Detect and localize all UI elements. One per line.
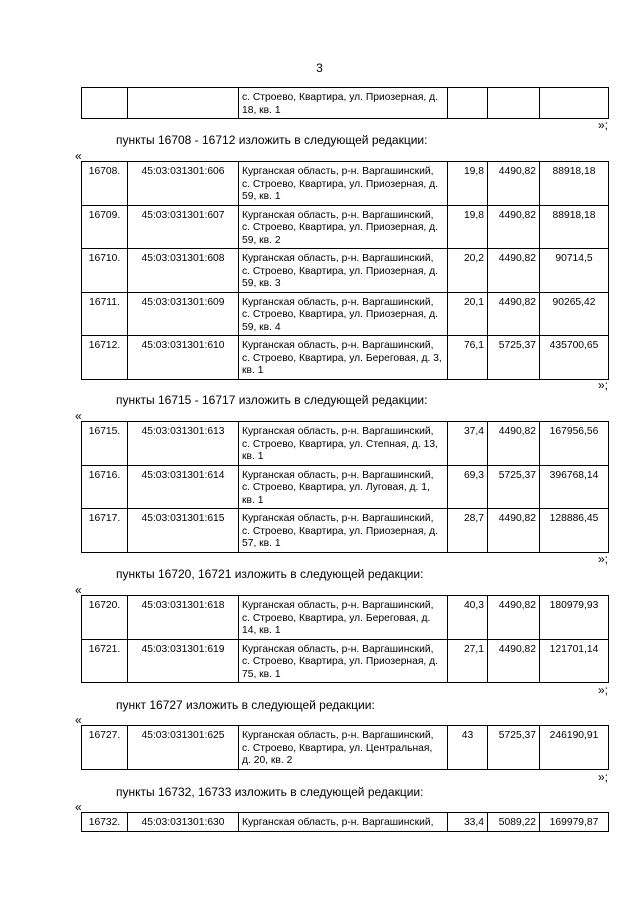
cell-area: 28,7 bbox=[448, 509, 488, 553]
table-section-5 bbox=[81, 812, 609, 832]
cell-cad: 45:03:031301:615 bbox=[128, 509, 239, 553]
open-quote: « bbox=[75, 149, 82, 163]
cell-value: 90265,42 bbox=[540, 292, 609, 336]
cell-cad: 45:03:031301:610 bbox=[128, 336, 239, 380]
cell-cad: 45:03:031301:613 bbox=[128, 422, 239, 466]
cell-price: 5725,37 bbox=[488, 465, 540, 509]
cell-cad: 45:03:031301:609 bbox=[128, 292, 239, 336]
cell-addr: Курганская область, р-н. Варгашинский, с. Строево, Квартира, ул. Луговая, д. 1, кв. 1 bbox=[239, 465, 448, 509]
table-row bbox=[82, 813, 609, 832]
cell-value: 167956,56 bbox=[540, 422, 609, 466]
cell-addr: Курганская область, р-н. Варгашинский, с. Строево, Квартира, ул. Приозерная, д. 59, кв. 2 bbox=[239, 205, 448, 249]
cell-num: 16712. bbox=[82, 336, 128, 380]
cell-num: 16711. bbox=[82, 292, 128, 336]
cell-num: 16717. bbox=[82, 509, 128, 553]
cell-area: 69,3 bbox=[448, 465, 488, 509]
cell-price: 4490,82 bbox=[488, 509, 540, 553]
cell-num: 16708. bbox=[82, 162, 128, 206]
open-quote: « bbox=[75, 409, 82, 423]
cell-num: 16732. bbox=[82, 813, 128, 832]
cell-area: 40,3 bbox=[448, 596, 488, 640]
section-heading: пункт 16727 изложить в следующей редакции: bbox=[116, 698, 375, 712]
cell-num bbox=[82, 88, 128, 119]
cell-addr: Курганская область, р-н. Варгашинский, с. Строево, Квартира, ул. Береговая, д. 3, кв. 1 bbox=[239, 336, 448, 380]
cell-addr: Курганская область, р-н. Варгашинский, с. Строево, Квартира, ул. Береговая, д. 14, кв. 1 bbox=[239, 596, 448, 640]
cell-addr: Курганская область, р-н. Варгашинский, с. Строево, Квартира, ул. Приозерная, д. 59, кв. 1 bbox=[239, 162, 448, 206]
cell-addr: Курганская область, р-н. Варгашинский, с. Строево, Квартира, ул. Приозерная, д. 75, кв. 1 bbox=[239, 639, 448, 683]
cell-num: 16716. bbox=[82, 465, 128, 509]
cell-value bbox=[540, 88, 609, 119]
cell-area: 20,1 bbox=[448, 292, 488, 336]
cell-price bbox=[488, 88, 540, 119]
cell-area: 43 bbox=[448, 726, 488, 770]
cell-price: 5725,37 bbox=[488, 336, 540, 380]
table-row bbox=[82, 509, 609, 553]
cell-area: 20,2 bbox=[448, 249, 488, 293]
cell-price: 4490,82 bbox=[488, 596, 540, 640]
open-quote: « bbox=[75, 800, 82, 814]
table-row bbox=[82, 162, 609, 206]
cell-price: 5089,22 bbox=[488, 813, 540, 832]
cell-area bbox=[448, 88, 488, 119]
table-row bbox=[82, 88, 609, 119]
cell-value: 128886,45 bbox=[540, 509, 609, 553]
cell-cad: 45:03:031301:618 bbox=[128, 596, 239, 640]
cell-cad: 45:03:031301:619 bbox=[128, 639, 239, 683]
cell-num: 16727. bbox=[82, 726, 128, 770]
cell-value: 435700,65 bbox=[540, 336, 609, 380]
cell-value: 396768,14 bbox=[540, 465, 609, 509]
cell-value: 246190,91 bbox=[540, 726, 609, 770]
table-row bbox=[82, 292, 609, 336]
cell-num: 16709. bbox=[82, 205, 128, 249]
table-section-4 bbox=[81, 725, 609, 770]
cell-num: 16710. bbox=[82, 249, 128, 293]
table-section-2 bbox=[81, 421, 609, 553]
cell-value: 180979,93 bbox=[540, 596, 609, 640]
cell-price: 5725,37 bbox=[488, 726, 540, 770]
open-quote: « bbox=[75, 583, 82, 597]
cell-area: 19,8 bbox=[448, 162, 488, 206]
cell-num: 16720. bbox=[82, 596, 128, 640]
table-section-3 bbox=[81, 595, 609, 683]
cell-addr: Курганская область, р-н. Варгашинский, с. Строево, Квартира, ул. Приозерная, д. 57, кв. 1 bbox=[239, 509, 448, 553]
cell-price: 4490,82 bbox=[488, 249, 540, 293]
table-fragment bbox=[81, 87, 609, 119]
cell-value: 90714,5 bbox=[540, 249, 609, 293]
close-quote: »; bbox=[597, 118, 608, 132]
page-number: 3 bbox=[316, 61, 323, 75]
cell-price: 4490,82 bbox=[488, 422, 540, 466]
cell-price: 4490,82 bbox=[488, 162, 540, 206]
cell-addr: Курганская область, р-н. Варгашинский, bbox=[239, 813, 448, 832]
cell-area: 33,4 bbox=[448, 813, 488, 832]
cell-addr: Курганская область, р-н. Варгашинский, с. Строево, Квартира, ул. Приозерная, д. 59, кв. 4 bbox=[239, 292, 448, 336]
table-row bbox=[82, 639, 609, 683]
section-heading: пункты 16720, 16721 изложить в следующей редакции: bbox=[116, 567, 424, 581]
cell-num: 16715. bbox=[82, 422, 128, 466]
cell-area: 76,1 bbox=[448, 336, 488, 380]
close-quote: »; bbox=[597, 378, 608, 392]
cell-cad: 45:03:031301:625 bbox=[128, 726, 239, 770]
section-heading: пункты 16708 - 16712 изложить в следующей редакции: bbox=[116, 133, 428, 147]
cell-price: 4490,82 bbox=[488, 205, 540, 249]
close-quote: »; bbox=[597, 683, 608, 697]
table-row bbox=[82, 596, 609, 640]
cell-cad: 45:03:031301:630 bbox=[128, 813, 239, 832]
table-row bbox=[82, 336, 609, 380]
cell-addr: Курганская область, р-н. Варгашинский, с. Строево, Квартира, ул. Центральная, д. 20, кв. 2 bbox=[239, 726, 448, 770]
open-quote: « bbox=[75, 713, 82, 727]
cell-cad: 45:03:031301:607 bbox=[128, 205, 239, 249]
cell-value: 88918,18 bbox=[540, 205, 609, 249]
cell-area: 27,1 bbox=[448, 639, 488, 683]
cell-price: 4490,82 bbox=[488, 639, 540, 683]
cell-area: 19,8 bbox=[448, 205, 488, 249]
table-section-1 bbox=[81, 161, 609, 380]
cell-addr: Курганская область, р-н. Варгашинский, с. Строево, Квартира, ул. Приозерная, д. 59, кв. 3 bbox=[239, 249, 448, 293]
section-heading: пункты 16715 - 16717 изложить в следующей редакции: bbox=[116, 393, 428, 407]
close-quote: »; bbox=[597, 552, 608, 566]
cell-cad bbox=[128, 88, 239, 119]
section-heading: пункты 16732, 16733 изложить в следующей редакции: bbox=[116, 785, 424, 799]
close-quote: »; bbox=[597, 770, 608, 784]
table-row bbox=[82, 465, 609, 509]
table-row bbox=[82, 249, 609, 293]
table-row bbox=[82, 726, 609, 770]
cell-cad: 45:03:031301:606 bbox=[128, 162, 239, 206]
cell-addr: Курганская область, р-н. Варгашинский, с. Строево, Квартира, ул. Степная, д. 13, кв. 1 bbox=[239, 422, 448, 466]
cell-num: 16721. bbox=[82, 639, 128, 683]
cell-value: 121701,14 bbox=[540, 639, 609, 683]
cell-cad: 45:03:031301:614 bbox=[128, 465, 239, 509]
cell-cad: 45:03:031301:608 bbox=[128, 249, 239, 293]
cell-value: 169979,87 bbox=[540, 813, 609, 832]
cell-addr: с. Строево, Квартира, ул. Приозерная, д. 18, кв. 1 bbox=[239, 88, 448, 119]
table-row bbox=[82, 422, 609, 466]
cell-area: 37,4 bbox=[448, 422, 488, 466]
cell-value: 88918,18 bbox=[540, 162, 609, 206]
table-row bbox=[82, 205, 609, 249]
cell-price: 4490,82 bbox=[488, 292, 540, 336]
